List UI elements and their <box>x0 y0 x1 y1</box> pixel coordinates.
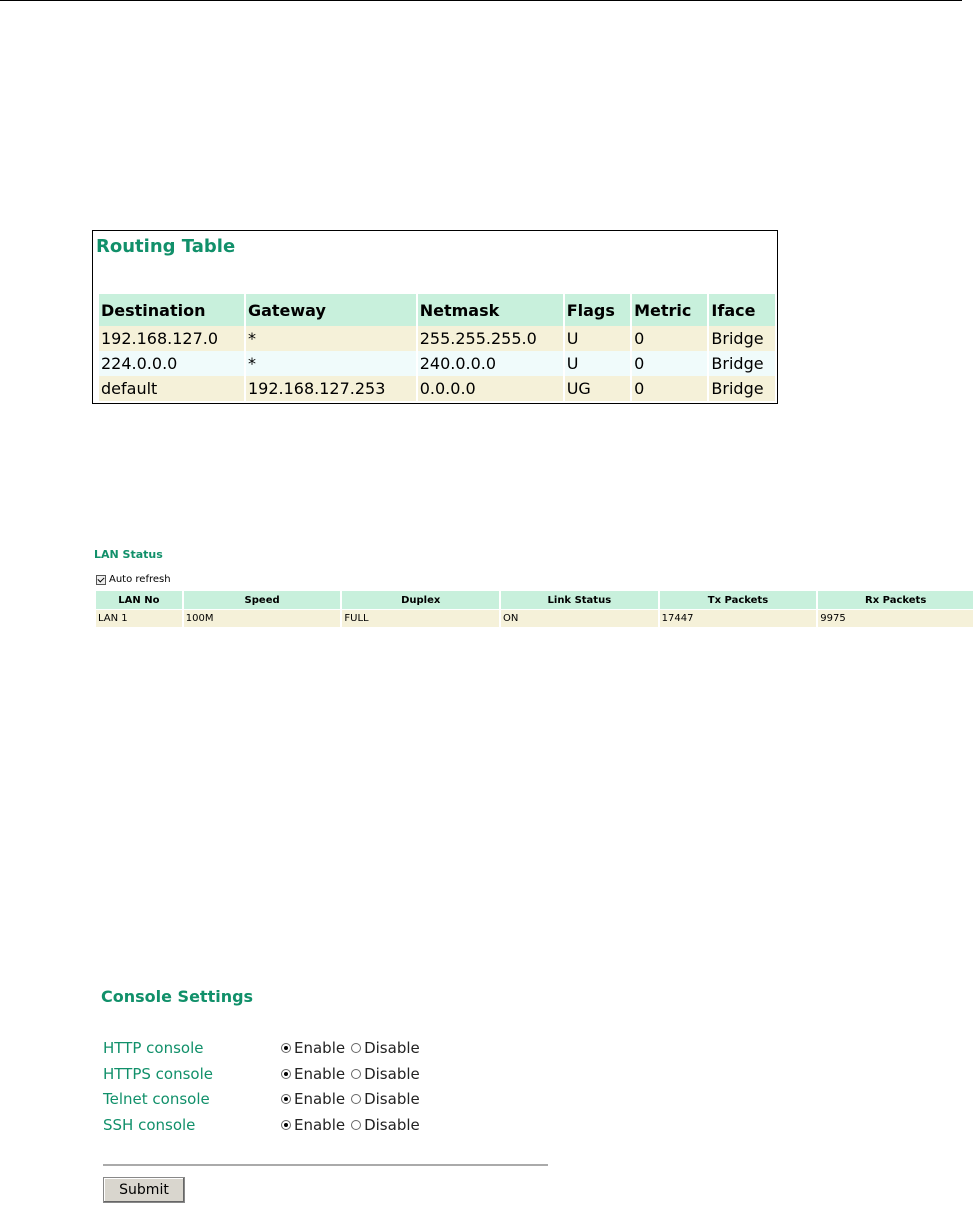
col-duplex: Duplex <box>342 591 499 609</box>
routing-table <box>97 294 777 401</box>
auto-refresh-toggle[interactable] <box>96 574 171 585</box>
col-flags: Flags <box>565 294 630 326</box>
col-rx-packets: Rx Packets <box>818 591 973 609</box>
radio-selected-icon[interactable] <box>281 1043 291 1053</box>
divider <box>103 1164 548 1166</box>
cell: * <box>246 351 416 376</box>
auto-refresh-checkbox[interactable] <box>96 575 106 585</box>
enable-radio-option[interactable] <box>281 1116 345 1134</box>
cell: default <box>99 376 244 401</box>
cell: * <box>246 326 416 351</box>
col-lan-no: LAN No <box>96 591 182 609</box>
col-speed: Speed <box>184 591 341 609</box>
disable-label: Disable <box>364 1090 420 1108</box>
cell: 17447 <box>660 610 817 627</box>
cell: Bridge <box>709 326 775 351</box>
table-row <box>99 351 775 376</box>
cell: U <box>565 326 630 351</box>
page-top-rule <box>0 0 962 1</box>
cell: ON <box>501 610 658 627</box>
disable-label: Disable <box>364 1065 420 1083</box>
disable-radio-option[interactable] <box>351 1116 420 1134</box>
enable-label: Enable <box>294 1116 346 1134</box>
radio-selected-icon[interactable] <box>281 1069 291 1079</box>
enable-radio-option[interactable] <box>281 1039 345 1057</box>
col-iface: Iface <box>709 294 775 326</box>
col-netmask: Netmask <box>418 294 563 326</box>
console-settings-title: Console Settings <box>101 987 254 1006</box>
cell: 0 <box>632 326 707 351</box>
enable-label: Enable <box>294 1065 346 1083</box>
radio-selected-icon[interactable] <box>281 1120 291 1130</box>
col-link-status: Link Status <box>501 591 658 609</box>
console-row-ssh <box>103 1114 426 1136</box>
radio-unselected-icon[interactable] <box>351 1094 361 1104</box>
routing-table-header-row <box>99 294 775 326</box>
cell: Bridge <box>709 376 775 401</box>
console-label: HTTPS console <box>103 1065 213 1083</box>
cell: 0 <box>632 376 707 401</box>
lan-status-table <box>94 590 975 628</box>
auto-refresh-label: Auto refresh <box>109 574 171 585</box>
disable-radio-option[interactable] <box>351 1090 420 1108</box>
cell: 192.168.127.253 <box>246 376 416 401</box>
disable-radio-option[interactable] <box>351 1039 420 1057</box>
console-row-telnet <box>103 1088 426 1110</box>
routing-table-title: Routing Table <box>96 236 236 257</box>
radio-unselected-icon[interactable] <box>351 1043 361 1053</box>
cell: 0 <box>632 351 707 376</box>
cell: 240.0.0.0 <box>418 351 563 376</box>
table-row <box>96 610 973 627</box>
cell: LAN 1 <box>96 610 182 627</box>
enable-radio-option[interactable] <box>281 1065 345 1083</box>
cell: FULL <box>342 610 499 627</box>
console-label: HTTP console <box>103 1039 204 1057</box>
cell: Bridge <box>709 351 775 376</box>
console-label: Telnet console <box>103 1090 210 1108</box>
col-gateway: Gateway <box>246 294 416 326</box>
cell: 255.255.255.0 <box>418 326 563 351</box>
radio-unselected-icon[interactable] <box>351 1120 361 1130</box>
console-row-http <box>103 1037 426 1059</box>
radio-unselected-icon[interactable] <box>351 1069 361 1079</box>
disable-label: Disable <box>364 1116 420 1134</box>
col-destination: Destination <box>99 294 244 326</box>
cell: U <box>565 351 630 376</box>
enable-label: Enable <box>294 1039 346 1057</box>
enable-radio-option[interactable] <box>281 1090 345 1108</box>
cell: 9975 <box>818 610 973 627</box>
col-tx-packets: Tx Packets <box>660 591 817 609</box>
table-row <box>99 376 775 401</box>
routing-table-panel <box>92 230 778 404</box>
disable-label: Disable <box>364 1039 420 1057</box>
console-label: SSH console <box>103 1116 196 1134</box>
table-row <box>99 326 775 351</box>
console-row-https <box>103 1063 426 1085</box>
radio-selected-icon[interactable] <box>281 1094 291 1104</box>
disable-radio-option[interactable] <box>351 1065 420 1083</box>
cell: 0.0.0.0 <box>418 376 563 401</box>
cell: 224.0.0.0 <box>99 351 244 376</box>
lan-status-title: LAN Status <box>94 548 163 561</box>
cell: 100M <box>184 610 341 627</box>
enable-label: Enable <box>294 1090 346 1108</box>
cell: UG <box>565 376 630 401</box>
lan-table-header-row <box>96 591 973 609</box>
submit-button[interactable]: Submit <box>103 1177 185 1203</box>
col-metric: Metric <box>632 294 707 326</box>
cell: 192.168.127.0 <box>99 326 244 351</box>
